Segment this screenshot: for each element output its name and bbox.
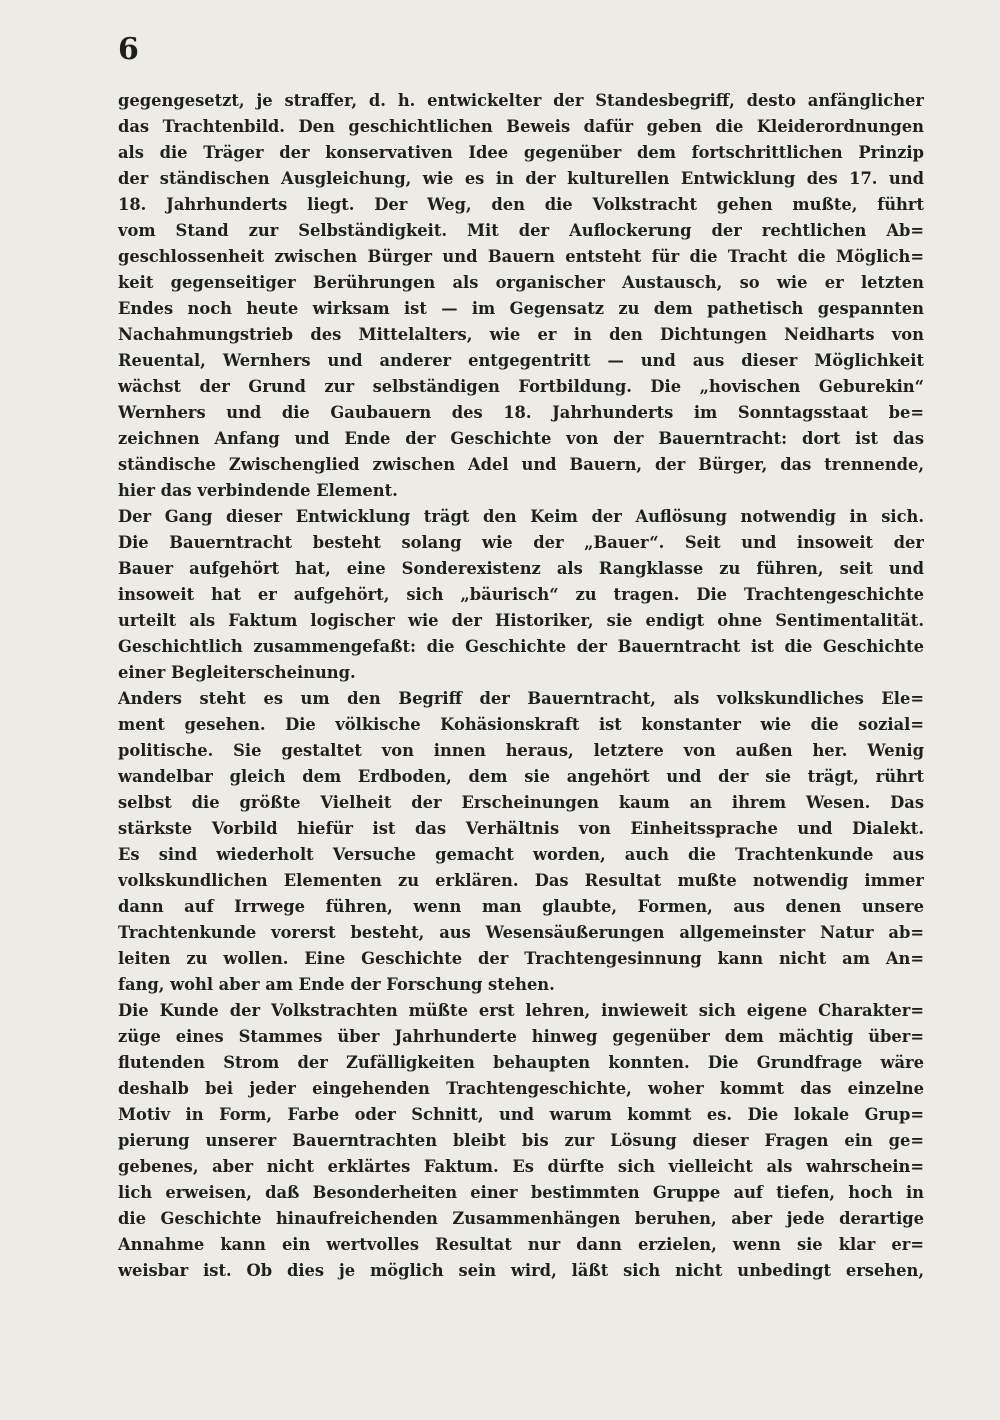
text-line: hier das verbindende Element. (118, 481, 398, 500)
text-line: Wernhers und die Gaubauern des 18. Jahrhunderts im Sonntagsstaat be= (118, 403, 924, 422)
text-line: ment gesehen. Die völkische Kohäsionskraft ist konstanter wie die sozial= (118, 715, 924, 734)
text-line: lich erweisen, daß Besonderheiten einer bestimmten Gruppe auf tiefen, hoch in (118, 1183, 924, 1202)
text-line: Reuental, Wernhers und anderer entgegentritt — und aus dieser Möglichkeit (118, 351, 924, 370)
text-line: Annahme kann ein wertvolles Resultat nur dann erzielen, wenn sie klar er= (118, 1235, 924, 1254)
text-line: deshalb bei jeder eingehenden Trachtengeschichte, woher kommt das einzelne (118, 1079, 924, 1098)
text-line: Anders steht es um den Begriff der Bauerntracht, als volkskundliches Ele= (118, 689, 924, 708)
text-line: Endes noch heute wirksam ist — im Gegensatz zu dem pathetisch gespannten (118, 299, 924, 318)
text-line: dann auf Irrwege führen, wenn man glaubte, Formen, aus denen unsere (118, 897, 924, 916)
text-line: pierung unserer Bauerntrachten bleibt bis zur Lösung dieser Fragen ein ge= (118, 1131, 924, 1150)
text-line: als die Träger der konservativen Idee gegenüber dem fortschrittlichen Prinzip (118, 143, 924, 162)
text-line: vom Stand zur Selbständigkeit. Mit der Auflockerung der rechtlichen Ab= (118, 221, 924, 240)
text-line: das Trachtenbild. Den geschichtlichen Beweis dafür geben die Kleiderordnungen (118, 117, 924, 136)
text-line: der ständischen Ausgleichung, wie es in der kulturellen Entwicklung des 17. und (118, 169, 924, 188)
text-line: Es sind wiederholt Versuche gemacht worden, auch die Trachtenkunde aus (118, 845, 924, 864)
text-line: Geschichtlich zusammengefaßt: die Geschichte der Bauerntracht ist die Geschichte (118, 637, 924, 656)
text-line: insoweit hat er aufgehört, sich „bäurisch“ zu tragen. Die Trachtengeschichte (118, 585, 924, 604)
text-line: Nachahmungstrieb des Mittelalters, wie er in den Dichtungen Neidharts von (118, 325, 924, 344)
text-line: 18. Jahrhunderts liegt. Der Weg, den die Volkstracht gehen mußte, führt (118, 195, 924, 214)
text-line: urteilt als Faktum logischer wie der Historiker, sie endigt ohne Sentimentalität. (118, 611, 924, 630)
text-line: die Geschichte hinaufreichenden Zusammenhängen beruhen, aber jede derartige (118, 1209, 924, 1228)
text-line: gegengesetzt, je straffer, d. h. entwickelter der Standesbegriff, desto anfänglicher (118, 91, 924, 110)
text-line: weisbar ist. Ob dies je möglich sein wird, läßt sich nicht unbedingt ersehen, (118, 1261, 924, 1280)
text-line: politische. Sie gestaltet von innen heraus, letztere von außen her. Wenig (118, 741, 924, 760)
text-line: stärkste Vorbild hiefür ist das Verhältnis von Einheitssprache und Dialekt. (118, 819, 924, 838)
text-line: keit gegenseitiger Berührungen als organischer Austausch, so wie er letzten (118, 273, 924, 292)
text-line: flutenden Strom der Zufälligkeiten behaupten konnten. Die Grundfrage wäre (118, 1053, 924, 1072)
page-number: 6 (118, 32, 139, 67)
text-line: züge eines Stammes über Jahrhunderte hinweg gegenüber dem mächtig über= (118, 1027, 924, 1046)
text-line: volkskundlichen Elementen zu erklären. Das Resultat mußte notwendig immer (118, 871, 924, 890)
text-line: Der Gang dieser Entwicklung trägt den Keim der Auflösung notwendig in sich. (118, 507, 924, 526)
text-line: einer Begleiterscheinung. (118, 663, 356, 682)
text-line: ständische Zwischenglied zwischen Adel und Bauern, der Bürger, das trennende, (118, 455, 924, 474)
text-line: wächst der Grund zur selbständigen Fortbildung. Die „hovischen Geburekin“ (118, 377, 924, 396)
body-text (118, 88, 924, 1284)
text-line: selbst die größte Vielheit der Erscheinungen kaum an ihrem Wesen. Das (118, 793, 924, 812)
text-line: Bauer aufgehört hat, eine Sonderexistenz als Rangklasse zu führen, seit und (118, 559, 924, 578)
text-line: zeichnen Anfang und Ende der Geschichte von der Bauerntracht: dort ist das (118, 429, 924, 448)
text-line: fang, wohl aber am Ende der Forschung stehen. (118, 975, 555, 994)
text-line: leiten zu wollen. Eine Geschichte der Trachtengesinnung kann nicht am An= (118, 949, 924, 968)
text-line: Motiv in Form, Farbe oder Schnitt, und warum kommt es. Die lokale Grup= (118, 1105, 924, 1124)
text-line: geschlossenheit zwischen Bürger und Bauern entsteht für die Tracht die Möglich= (118, 247, 924, 266)
text-line: Die Bauerntracht besteht solang wie der „Bauer“. Seit und insoweit der (118, 533, 924, 552)
text-line: wandelbar gleich dem Erdboden, dem sie angehört und der sie trägt, rührt (118, 767, 924, 786)
text-line: Die Kunde der Volkstrachten müßte erst lehren, inwieweit sich eigene Charakter= (118, 1001, 924, 1020)
text-line: Trachtenkunde vorerst besteht, aus Wesensäußerungen allgemeinster Natur ab= (118, 923, 924, 942)
text-line: gebenes, aber nicht erklärtes Faktum. Es dürfte sich vielleicht als wahrschein= (118, 1157, 924, 1176)
